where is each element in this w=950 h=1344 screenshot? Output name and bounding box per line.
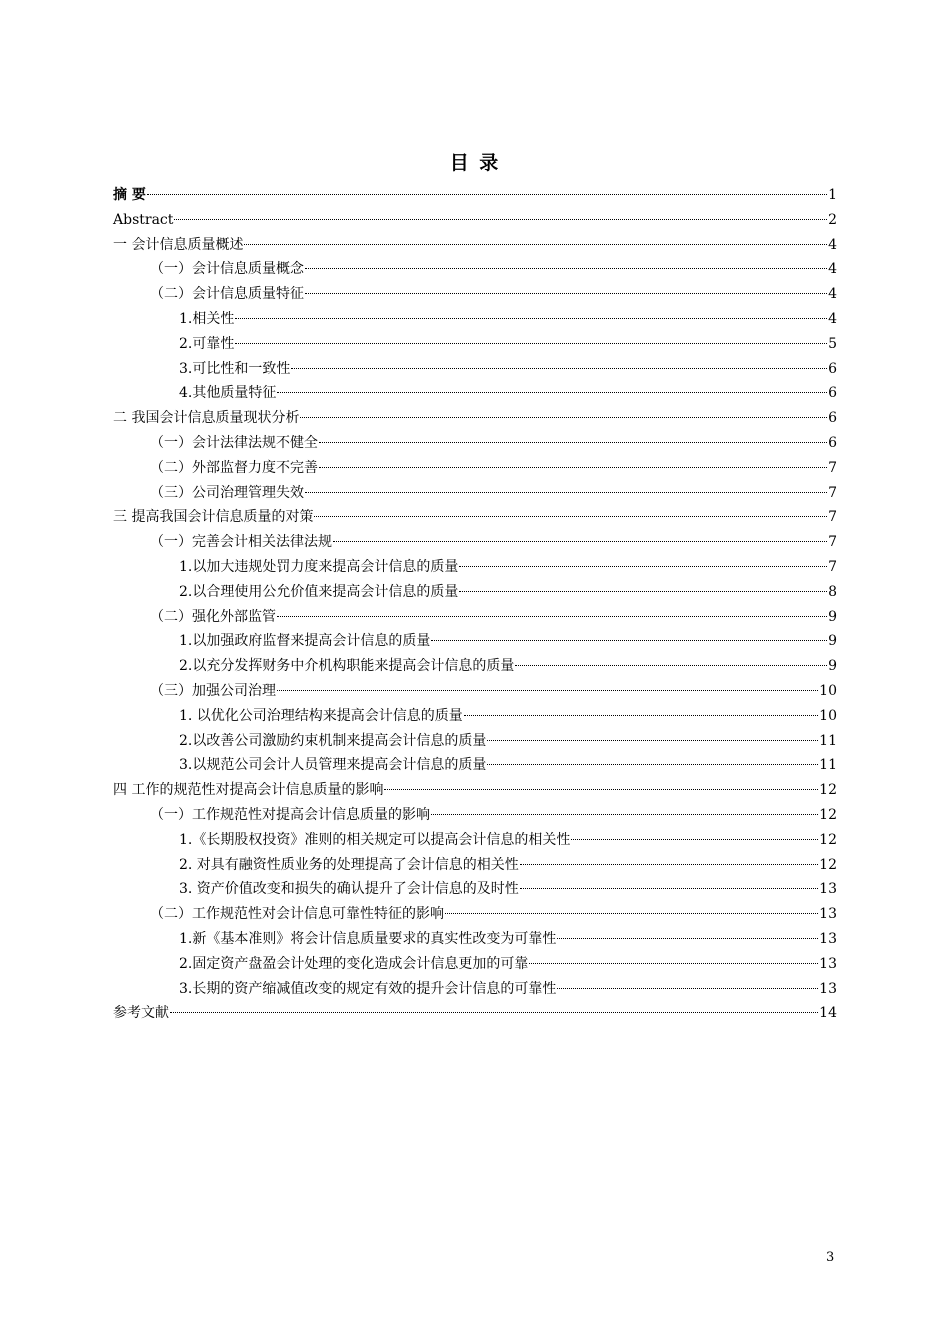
toc-entry-label: 1.新《基本准则》将会计信息质量要求的真实性改变为可靠性: [179, 930, 557, 947]
toc-leader-dots: [319, 442, 827, 443]
toc-leader-dots: [277, 392, 827, 393]
toc-leader-dots: [305, 293, 827, 294]
toc-leader-dots: [277, 616, 827, 617]
toc-entry[interactable]: [113, 952, 837, 977]
toc-entry-page: 13: [819, 980, 837, 997]
toc-leader-dots: [244, 244, 827, 245]
toc-entry-page: 1: [828, 187, 837, 203]
toc-entry[interactable]: [113, 902, 837, 927]
toc-entry[interactable]: [113, 406, 837, 431]
toc-leader-dots: [487, 764, 818, 765]
toc-entry-page: 12: [819, 782, 837, 799]
toc-entry-page: 8: [828, 583, 837, 600]
toc-entry[interactable]: [113, 282, 837, 307]
toc-entry-page: 13: [819, 881, 837, 898]
toc-entry-page: 9: [828, 633, 837, 650]
toc-leader-dots: [319, 467, 827, 468]
toc-entry-label: 3.以规范公司会计人员管理来提高会计信息的质量: [179, 757, 487, 774]
toc-entry-label: 2.以合理使用公允价值来提高会计信息的质量: [179, 583, 459, 600]
toc-entry-page: 6: [828, 410, 837, 427]
toc-leader-dots: [333, 541, 827, 542]
toc-entry[interactable]: [113, 505, 837, 530]
toc-entry-page: 7: [828, 484, 837, 501]
toc-leader-dots: [314, 516, 827, 517]
toc-leader-dots: [464, 715, 818, 716]
toc-leader-dots: [147, 194, 827, 195]
toc-entry[interactable]: [113, 530, 837, 555]
toc-entry-page: 4: [828, 236, 837, 253]
toc-entry[interactable]: [113, 877, 837, 902]
toc-entry-label: 三 提高我国会计信息质量的对策: [113, 509, 314, 526]
toc-entry[interactable]: [113, 456, 837, 481]
toc-entry-label: 四 工作的规范性对提高会计信息质量的影响: [113, 782, 384, 799]
toc-entry[interactable]: [113, 853, 837, 878]
toc-entry-label: 2. 对具有融资性质业务的处理提高了会计信息的相关性: [179, 856, 519, 873]
toc-entry-label: （三）加强公司治理: [150, 682, 276, 699]
toc-entry-label: 1.相关性: [179, 310, 235, 327]
toc-leader-dots: [305, 492, 827, 493]
toc-entry-page: 12: [819, 831, 837, 848]
toc-entry-page: 7: [828, 558, 837, 575]
toc-leader-dots: [235, 318, 827, 319]
toc-entry-label: 2.以充分发挥财务中介机构职能来提高会计信息的质量: [179, 658, 515, 675]
toc-entry[interactable]: [113, 381, 837, 406]
toc-entry-label: 1.《长期股权投资》准则的相关规定可以提高会计信息的相关性: [179, 831, 571, 848]
toc-title: 目 录: [449, 152, 501, 174]
toc-entry[interactable]: [113, 233, 837, 258]
toc-entry-label: 4.其他质量特征: [179, 385, 277, 402]
toc-entry-page: 5: [828, 335, 837, 352]
toc-entry[interactable]: [113, 803, 837, 828]
toc-entry-page: 2: [828, 211, 837, 228]
toc-entry-page: 6: [828, 360, 837, 377]
toc-entry-label: （一）会计信息质量概念: [150, 261, 304, 278]
toc-entry[interactable]: [113, 357, 837, 382]
toc-entry-label: （一）工作规范性对提高会计信息质量的影响: [150, 806, 430, 823]
toc-entry-page: 7: [828, 509, 837, 526]
toc-leader-dots: [529, 963, 818, 964]
toc-entry-label: 2.可靠性: [179, 335, 235, 352]
toc-leader-dots: [515, 665, 827, 666]
toc-entry[interactable]: [113, 778, 837, 803]
toc-entry-label: 3.可比性和一致性: [179, 360, 291, 377]
toc-entry[interactable]: [113, 828, 837, 853]
toc-leader-dots: [445, 913, 818, 914]
toc-entry[interactable]: [113, 605, 837, 630]
toc-entry-page: 7: [828, 459, 837, 476]
toc-leader-dots: [520, 888, 818, 889]
toc-leader-dots: [431, 640, 827, 641]
toc-entry-page: 13: [819, 906, 837, 923]
toc-leader-dots: [384, 789, 818, 790]
toc-entry-label: 摘 要: [113, 187, 146, 203]
toc-entry[interactable]: [113, 704, 837, 729]
toc-entry[interactable]: [113, 183, 837, 208]
toc-entry[interactable]: [113, 753, 837, 778]
toc-leader-dots: [459, 566, 827, 567]
toc-entry-page: 13: [819, 955, 837, 972]
toc-leader-dots: [277, 690, 818, 691]
toc-entry[interactable]: [113, 555, 837, 580]
toc-leader-dots: [520, 864, 818, 865]
toc-entry-page: 4: [828, 286, 837, 303]
toc-leader-dots: [174, 219, 827, 220]
toc-entry-label: 1.以加大违规处罚力度来提高会计信息的质量: [179, 558, 459, 575]
toc-entry-label: （二）外部监督力度不完善: [150, 459, 318, 476]
toc-entry[interactable]: [113, 729, 837, 754]
toc-entry-page: 12: [819, 806, 837, 823]
toc-entry[interactable]: [113, 481, 837, 506]
toc-entry[interactable]: [113, 332, 837, 357]
toc-entry-label: 1.以加强政府监督来提高会计信息的质量: [179, 633, 431, 650]
toc-leader-dots: [557, 938, 818, 939]
toc-entry[interactable]: [113, 927, 837, 952]
toc-entry-label: 参考文献: [113, 1005, 169, 1022]
toc-entry-label: （二）强化外部监管: [150, 608, 276, 625]
toc-leader-dots: [170, 1012, 818, 1013]
toc-entry-label: 2.以改善公司激励约束机制来提高会计信息的质量: [179, 732, 487, 749]
toc-entry-page: 4: [828, 261, 837, 278]
toc-entry[interactable]: [113, 257, 837, 282]
toc-leader-dots: [431, 814, 818, 815]
toc-entry-page: 4: [828, 310, 837, 327]
toc-entry[interactable]: [113, 629, 837, 654]
toc-entry-page: 6: [828, 385, 837, 402]
toc-leader-dots: [305, 268, 827, 269]
toc-entry-label: 一 会计信息质量概述: [113, 236, 244, 253]
toc-entry-page: 10: [819, 682, 837, 699]
toc-entry[interactable]: [113, 431, 837, 456]
toc-leader-dots: [291, 368, 827, 369]
toc-entry[interactable]: [113, 654, 837, 679]
toc-leader-dots: [557, 988, 818, 989]
toc-entry-label: （一）会计法律法规不健全: [150, 434, 318, 451]
toc-entry-label: 二 我国会计信息质量现状分析: [113, 410, 300, 427]
toc-entry-page: 13: [819, 930, 837, 947]
toc-leader-dots: [459, 591, 827, 592]
toc-entry-label: 3.长期的资产缩减值改变的规定有效的提升会计信息的可靠性: [179, 980, 557, 997]
page-number: 3: [826, 1250, 835, 1265]
toc-entry-page: 9: [828, 658, 837, 675]
toc-entry-label: （二）会计信息质量特征: [150, 286, 304, 303]
toc-entry-page: 14: [819, 1005, 837, 1022]
toc-entry-label: Abstract: [113, 211, 174, 228]
toc-entry-page: 12: [819, 856, 837, 873]
toc-entry-label: （一）完善会计相关法律法规: [150, 534, 332, 551]
toc-entry[interactable]: [113, 679, 837, 704]
toc-entry-label: （三）公司治理管理失效: [150, 484, 304, 501]
toc-entry[interactable]: [113, 580, 837, 605]
toc-entry-label: （二）工作规范性对会计信息可靠性特征的影响: [150, 906, 444, 923]
toc-entry[interactable]: [113, 307, 837, 332]
toc-leader-dots: [571, 839, 818, 840]
toc-leader-dots: [235, 343, 827, 344]
toc-entry[interactable]: [113, 208, 837, 233]
toc-entry-page: 10: [819, 707, 837, 724]
toc-leader-dots: [300, 417, 827, 418]
toc-entry-label: 1. 以优化公司治理结构来提高会计信息的质量: [179, 707, 463, 724]
table-of-contents: [113, 183, 837, 1026]
toc-entry-page: 7: [828, 534, 837, 551]
toc-entry-page: 11: [819, 732, 837, 749]
toc-entry[interactable]: [113, 977, 837, 1002]
toc-entry-page: 6: [828, 434, 837, 451]
toc-leader-dots: [487, 740, 818, 741]
toc-entry-label: 2.固定资产盘盈会计处理的变化造成会计信息更加的可靠: [179, 955, 529, 972]
toc-entry[interactable]: [113, 1001, 837, 1026]
toc-entry-label: 3. 资产价值改变和损失的确认提升了会计信息的及时性: [179, 881, 519, 898]
toc-entry-page: 11: [819, 757, 837, 774]
toc-entry-page: 9: [828, 608, 837, 625]
